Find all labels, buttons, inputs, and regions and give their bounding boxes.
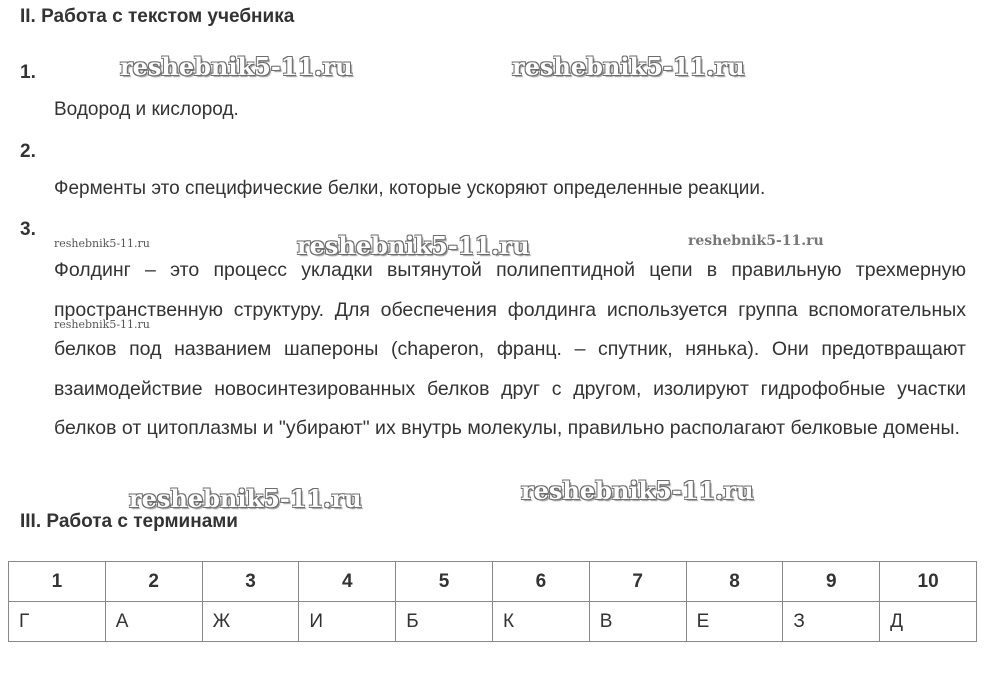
item-2-number: 2. [20, 141, 36, 162]
section-2-title: II. Работа с текстом учебника [20, 6, 295, 27]
table-value-cell: Е [686, 602, 783, 642]
table-header-cell: 4 [299, 562, 396, 602]
table-value-cell: Д [880, 602, 977, 642]
table-header-cell: 9 [783, 562, 880, 602]
table-header-cell: 6 [492, 562, 589, 602]
table-value-cell: И [299, 602, 396, 642]
watermark: reshebnik5-11.ru [688, 233, 824, 249]
table-header-cell: 1 [9, 562, 106, 602]
item-3-number: 3. [20, 219, 36, 240]
table-header-cell: 10 [880, 562, 977, 602]
table-header-cell: 7 [589, 562, 686, 602]
table-header-cell: 5 [396, 562, 493, 602]
item-1-answer: Водород и кислород. [54, 99, 239, 120]
table-value-cell: Ж [202, 602, 299, 642]
table-value-cell: А [105, 602, 202, 642]
watermark: reshebnik5-11.ru [129, 484, 362, 513]
watermark: reshebnik5-11.ru [54, 237, 150, 250]
section-3-title: III. Работа с терминами [20, 511, 238, 532]
table-value-cell: К [492, 602, 589, 642]
item-2-answer: Ферменты это специфические белки, которые ускоряют определенные реакции. [54, 178, 766, 199]
table-header-cell: 8 [686, 562, 783, 602]
table-header-cell: 2 [105, 562, 202, 602]
watermark: reshebnik5-11.ru [54, 318, 150, 331]
watermark: reshebnik5-11.ru [521, 476, 754, 505]
terms-value-row [9, 602, 977, 642]
table-value-cell: В [589, 602, 686, 642]
watermark: reshebnik5-11.ru [120, 52, 353, 81]
table-header-cell: 3 [202, 562, 299, 602]
watermark: reshebnik5-11.ru [512, 52, 745, 81]
table-value-cell: Б [396, 602, 493, 642]
item-3-answer: Фолдинг – это процесс укладки вытянутой полипептидной цепи в правильную трехмерную пространственную структуру. Для обеспечения фолдинга используется группа вспомогательных белков под названием шапероны (chaperon, франц. – спутник, нянька). Они предотвращают взаимодействие новосинтезированных белков друг с другом, изолируют гидрофобные участки белков от цитоплазмы и "убирают" их внутрь молекулы, правильно располагают белковые домены. [54, 259, 966, 439]
watermark: reshebnik5-11.ru [297, 231, 530, 260]
table-value-cell: З [783, 602, 880, 642]
terms-header-row [9, 562, 977, 602]
table-value-cell: Г [9, 602, 106, 642]
item-1-number: 1. [20, 62, 36, 83]
terms-table [8, 561, 977, 642]
